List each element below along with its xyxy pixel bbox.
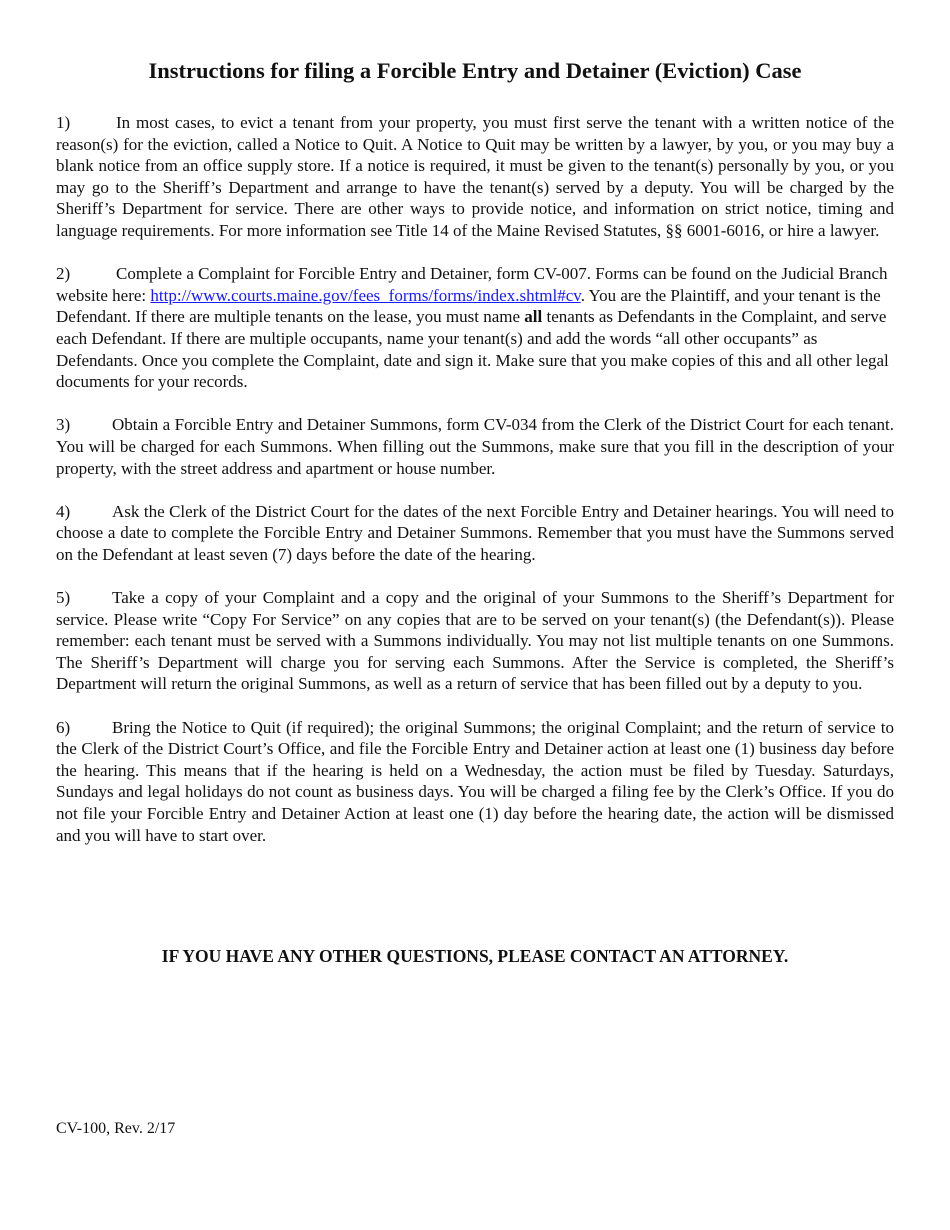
item-emphasis: all	[524, 307, 543, 327]
attorney-notice: IF YOU HAVE ANY OTHER QUESTIONS, PLEASE CONTACT AN ATTORNEY.	[161, 946, 789, 966]
item-text-end: tenants as Defendants in the Complaint, and serve each Defendant. If there are multiple occupants, name your tenant(s) and add the words “all other occupants” as Defendants. Once you complete the Complaint, date and sign it. Make sure that you make copies of this and all other legal documents for your records.	[56, 307, 889, 392]
instruction-item-3	[56, 414, 894, 479]
instruction-item-1	[56, 112, 894, 242]
instruction-item-4	[56, 501, 894, 566]
instruction-item-2	[56, 263, 894, 393]
instruction-item-5	[56, 587, 894, 695]
forms-website-link[interactable]: http://www.courts.maine.gov/fees_forms/forms/index.shtml#cv	[150, 285, 581, 305]
item-text-middle: . You are the Plaintiff, and your tenant is the Defendant. If there are multiple tenants on the lease, you must name	[56, 285, 881, 327]
item-number: 1)	[56, 113, 71, 132]
document-body	[56, 56, 894, 966]
item-text: Bring the Notice to Quit (if required); the original Summons; the original Complaint; and the return of service to the Clerk of the District Court’s Office, and file the Forcible Entry and Detainer action at least one (1) business day before the hearing. This means that if the hearing is held on a Wednesday, the action must be filed by Tuesday. Saturdays, Sundays and legal holidays do not count as business days. You will be charged a filing fee by the Clerk’s Office. If you do not file your Forcible Entry and Detainer Action at least one (1) day before the hearing date, the action will be dismissed and you will have to start over.	[56, 717, 894, 845]
item-number: 5)	[56, 588, 71, 608]
form-revision-footer: CV-100, Rev. 2/17	[56, 1120, 176, 1137]
item-text: Ask the Clerk of the District Court for the dates of the next Forcible Entry and Detainer hearings. You will need to choose a date to complete the Forcible Entry and Detainer Summons. Remember that you must have the Summons served on the Defendant at least seven (7) days before the date of the hearing.	[56, 501, 894, 564]
document-title: Instructions for filing a Forcible Entry and Detainer (Eviction) Case	[148, 58, 802, 83]
item-text-intro: Complete a Complaint for Forcible Entry and Detainer, form CV-007. Forms can be found on the Judicial Branch website here:	[56, 264, 888, 305]
item-number: 2)	[56, 264, 71, 284]
item-text: Obtain a Forcible Entry and Detainer Summons, form CV-034 from the Clerk of the District Court for each tenant. You will be charged for each Summons. When filling out the Summons, make sure that you fill in the description of your property, with the street address and apartment or house number.	[56, 415, 894, 478]
item-text: Take a copy of your Complaint and a copy and the original of your Summons to the Sheriff’s Department for service. Please write “Copy For Service” on any copies that are to be served on your tenant(s) (the Defendant(s)). Please remember: each tenant must be served with a Summons individually. You may not list multiple tenants on one Summons. The Sheriff’s Department will charge you for serving each Summons. After the Service is completed, the Sheriff’s Department will return the original Summons, as well as a return of service that has been filled out by a deputy to you.	[56, 588, 894, 694]
item-number: 4)	[56, 501, 71, 521]
instruction-item-6	[56, 717, 894, 847]
item-number: 3)	[56, 415, 71, 435]
item-number: 6)	[56, 717, 71, 737]
item-text: In most cases, to evict a tenant from your property, you must first serve the tenant with a written notice of the reason(s) for the eviction, called a Notice to Quit. A Notice to Quit may be written by a lawyer, by you, or you may buy a blank notice from an office supply store. If a notice is required, it must be given to the tenant(s) personally by you, or you may go to the Sheriff’s Department and arrange to have the tenant(s) served by a deputy. You will be charged by the Sheriff’s Department for service. There are other ways to provide notice, and information on strict notice, timing and language requirements. For more information see Title 14 of the Maine Revised Statutes, §§ 6001-6016, or hire a lawyer.	[56, 113, 894, 240]
